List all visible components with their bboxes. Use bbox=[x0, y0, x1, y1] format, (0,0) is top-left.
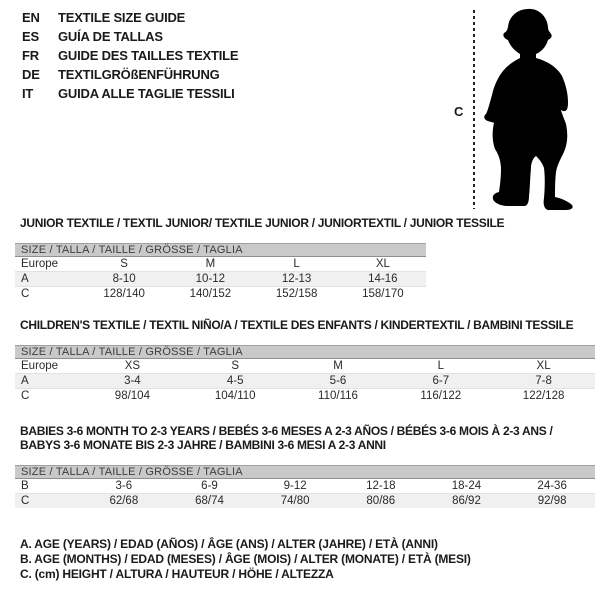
cell-value: 10-12 bbox=[167, 272, 253, 287]
cell-value: 4-5 bbox=[184, 374, 287, 389]
cell-value: 98/104 bbox=[114, 390, 150, 402]
cell-value: XL bbox=[340, 257, 426, 272]
toddler-silhouette-icon bbox=[480, 6, 595, 212]
table-row bbox=[15, 494, 595, 509]
size-table bbox=[15, 257, 426, 301]
cell-value: L bbox=[254, 257, 340, 272]
row-label: A bbox=[15, 374, 81, 389]
children-size-table-slot bbox=[15, 359, 595, 403]
babies-size-table-slot bbox=[15, 479, 595, 508]
cell-value: 152/158 bbox=[275, 288, 318, 300]
cell-value: 6-7 bbox=[389, 374, 492, 389]
table-row bbox=[15, 272, 426, 287]
section-junior-textile bbox=[15, 216, 505, 301]
cell-value: 5-6 bbox=[287, 374, 390, 389]
row-label: C bbox=[21, 495, 30, 507]
language-row bbox=[22, 65, 238, 84]
row-label: C bbox=[21, 390, 30, 402]
cell-value: 74/80 bbox=[280, 495, 310, 507]
cell-value: 122/128 bbox=[522, 390, 565, 402]
cell-value: S bbox=[81, 257, 167, 272]
cell-value: 62/68 bbox=[109, 495, 139, 507]
size-header-bar: SIZE / TALLA / TAILLE / GRÖSSE / TAGLIA bbox=[15, 243, 426, 257]
table-row bbox=[15, 479, 595, 494]
cell-value: XS bbox=[81, 359, 184, 374]
row-label: B bbox=[15, 479, 81, 494]
table-row bbox=[15, 257, 426, 272]
cell-value: 116/122 bbox=[420, 390, 462, 402]
language-row bbox=[22, 46, 238, 65]
cell-value: 68/74 bbox=[195, 495, 224, 507]
junior-size-table-slot bbox=[15, 257, 426, 301]
cell-value: 140/152 bbox=[189, 288, 232, 300]
size-header-bar: SIZE / TALLA / TAILLE / GRÖSSE / TAGLIA bbox=[15, 345, 595, 359]
footnote-age-years: A. AGE (YEARS) / EDAD (AÑOS) / ÂGE (ANS) / ALTER (JAHRE) / ETÀ (ANNI) bbox=[20, 537, 438, 551]
cell-value: 12-13 bbox=[254, 272, 340, 287]
language-code: IT bbox=[22, 86, 34, 101]
cell-value: 8-10 bbox=[81, 272, 167, 287]
language-code: DE bbox=[22, 67, 40, 82]
size-header-bar: SIZE / TALLA / TAILLE / GRÖSSE / TAGLIA bbox=[15, 465, 595, 479]
cell-value: 80/86 bbox=[366, 495, 396, 507]
footnote-age-months: B. AGE (MONTHS) / EDAD (MESES) / ÂGE (MOIS) / ALTER (MONATE) / ETÀ (MESI) bbox=[20, 552, 471, 566]
section-babies-textile bbox=[15, 424, 595, 508]
cell-value: 158/170 bbox=[362, 288, 404, 300]
cell-value: 104/110 bbox=[214, 390, 256, 402]
section-heading: BABIES 3-6 MONTH TO 2-3 YEARS / BEBÉS 3-6 MESES A 2-3 AÑOS / BÉBÉS 3-6 MOIS À 2-3 ANS / bbox=[20, 424, 553, 438]
height-measure-figure bbox=[450, 4, 598, 216]
guide-title: GUÍA DE TALLAS bbox=[58, 29, 163, 44]
height-dashed-line bbox=[473, 10, 475, 209]
cell-value: M bbox=[167, 257, 253, 272]
guide-title: TEXTILGRÖßENFÜHRUNG bbox=[58, 67, 220, 82]
language-code: FR bbox=[22, 48, 39, 63]
guide-title: GUIDE DES TAILLES TEXTILE bbox=[58, 48, 239, 63]
section-heading-line2: BABYS 3-6 MONATE BIS 2-3 JAHRE / BAMBINI 3-6 MESI A 2-3 ANNI bbox=[20, 438, 386, 452]
cell-value: XL bbox=[492, 359, 595, 374]
guide-title: GUIDA ALLE TAGLIE TESSILI bbox=[58, 86, 235, 101]
table-row bbox=[15, 287, 426, 302]
cell-value: 24-36 bbox=[509, 479, 595, 494]
size-table bbox=[15, 479, 595, 508]
cell-value: 9-12 bbox=[252, 479, 338, 494]
height-measure-letter: C bbox=[454, 104, 464, 119]
cell-value: 12-18 bbox=[338, 479, 424, 494]
cell-value: 3-6 bbox=[81, 479, 167, 494]
table-row bbox=[15, 374, 595, 389]
legend-footnotes bbox=[20, 537, 471, 582]
size-table bbox=[15, 359, 595, 403]
row-label: Europe bbox=[15, 257, 81, 272]
row-label: A bbox=[15, 272, 81, 287]
cell-value: 14-16 bbox=[340, 272, 426, 287]
cell-value: 7-8 bbox=[492, 374, 595, 389]
row-label: C bbox=[21, 288, 30, 300]
guide-title: TEXTILE SIZE GUIDE bbox=[58, 10, 186, 25]
cell-value: S bbox=[184, 359, 287, 374]
language-row bbox=[22, 27, 238, 46]
section-heading: CHILDREN'S TEXTILE / TEXTIL NIÑO/A / TEXTILE DES ENFANTS / KINDERTEXTIL / BAMBINI TESSILE bbox=[20, 318, 574, 332]
language-code: EN bbox=[22, 10, 40, 25]
language-title-list bbox=[22, 8, 238, 103]
cell-value: 6-9 bbox=[167, 479, 253, 494]
section-heading: JUNIOR TEXTILE / TEXTIL JUNIOR/ TEXTILE JUNIOR / JUNIORTEXTIL / JUNIOR TESSILE bbox=[20, 216, 505, 230]
language-row bbox=[22, 84, 238, 103]
cell-value: 92/98 bbox=[537, 495, 567, 507]
language-row bbox=[22, 8, 238, 27]
language-code: ES bbox=[22, 29, 39, 44]
cell-value: M bbox=[287, 359, 390, 374]
table-row bbox=[15, 359, 595, 374]
cell-value: 86/92 bbox=[452, 495, 481, 507]
table-row bbox=[15, 389, 595, 404]
footnote-height-cm: C. (cm) HEIGHT / ALTURA / HAUTEUR / HÖHE / ALTEZZA bbox=[20, 567, 334, 581]
cell-value: 128/140 bbox=[103, 288, 145, 300]
cell-value: 110/116 bbox=[318, 390, 358, 402]
section-children-textile bbox=[15, 318, 595, 403]
cell-value: L bbox=[389, 359, 492, 374]
cell-value: 18-24 bbox=[424, 479, 510, 494]
cell-value: 3-4 bbox=[81, 374, 184, 389]
row-label: Europe bbox=[15, 359, 81, 374]
